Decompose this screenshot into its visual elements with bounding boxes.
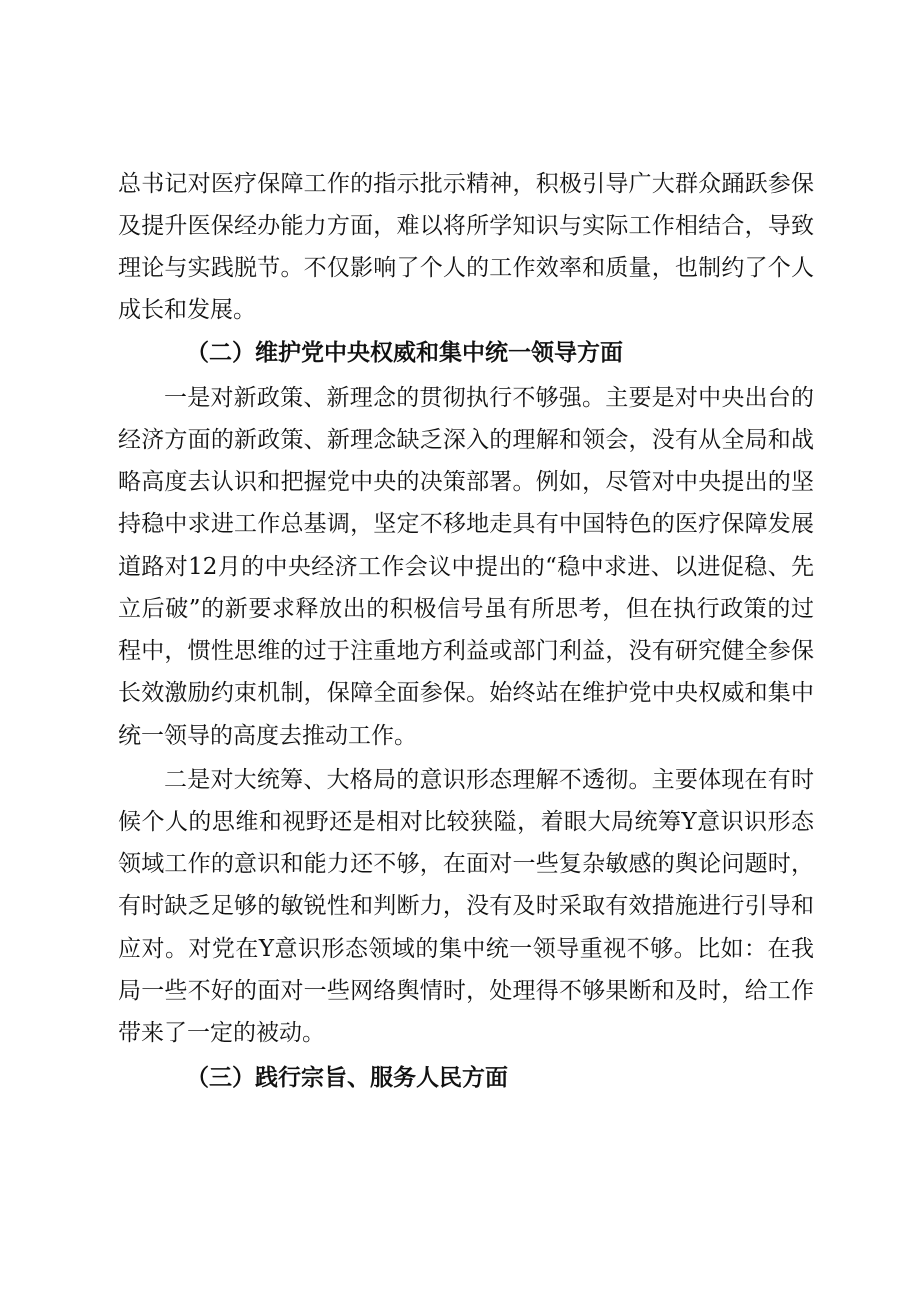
section-heading: （三）践行宗旨、服务人民方面: [186, 1065, 508, 1091]
paragraph-line: 领域工作的意识和能力还不够，在面对一些复杂敏感的舆论问题时，: [118, 851, 814, 877]
paragraph-line: 总书记对医疗保障工作的指示批示精神，积极引导广大群众踊跃参保: [118, 171, 814, 197]
paragraph-line: 道路对12月的中央经济工作会议中提出的“稳中求进、以进促稳、先: [118, 554, 814, 580]
paragraph-line: 及提升医保经办能力方面，难以将所学知识与实际工作相结合，导致: [118, 213, 814, 239]
paragraph-line: 持稳中求进工作总基调，坚定不移地走具有中国特色的医疗保障发展: [118, 511, 814, 537]
paragraph-line: 二是对大统筹、大格局的意识形态理解不透彻。主要体现在有时: [164, 767, 814, 793]
paragraph-line: 带来了一定的被动。: [118, 1020, 325, 1046]
paragraph-line: 长效激励约束机制，保障全面参保。始终站在维护党中央权威和集中: [118, 680, 814, 706]
paragraph-line: 统一领导的高度去推动工作。: [118, 723, 417, 749]
paragraph-line: 有时缺乏足够的敏锐性和判断力，没有及时采取有效措施进行引导和: [118, 893, 814, 919]
paragraph-line: 理论与实践脱节。不仅影响了个人的工作效率和质量，也制约了个人: [118, 255, 814, 281]
paragraph-line: 一是对新政策、新理念的贯彻执行不够强。主要是对中央出台的: [164, 385, 814, 411]
paragraph-line: 立后破”的新要求释放出的积极信号虽有所思考，但在执行政策的过: [118, 596, 814, 622]
paragraph-line: 程中，惯性思维的过于注重地方利益或部门利益，没有研究健全参保: [118, 638, 814, 664]
paragraph-line: 略高度去认识和把握党中央的决策部署。例如，尽管对中央提出的坚: [118, 469, 814, 495]
section-heading: （二）维护党中央权威和集中统一领导方面: [186, 340, 623, 366]
paragraph-line: 局一些不好的面对一些网络舆情时，处理得不够果断和及时，给工作: [118, 978, 814, 1004]
paragraph-line: 候个人的思维和视野还是相对比较狭隘，着眼大局统筹Y意识识形态: [118, 809, 814, 835]
paragraph-line: 成长和发展。: [118, 297, 256, 323]
paragraph-line: 应对。对党在Y意识形态领域的集中统一领导重视不够。比如：在我: [118, 936, 814, 962]
paragraph-line: 经济方面的新政策、新理念缺乏深入的理解和领会，没有从全局和战: [118, 427, 814, 453]
